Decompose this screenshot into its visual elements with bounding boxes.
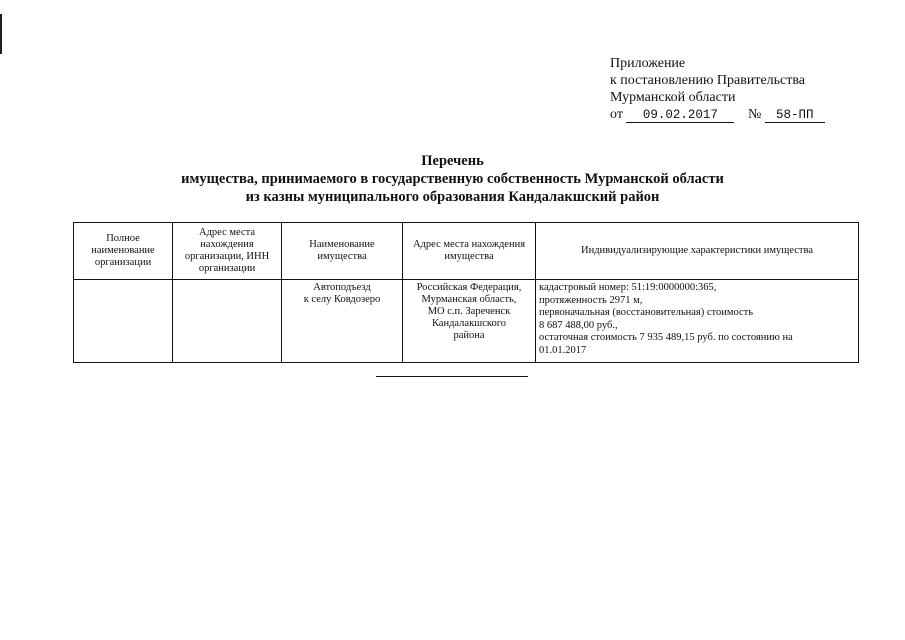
scan-edge-mark	[0, 14, 2, 54]
property-address-line: Кандалакшского	[431, 318, 507, 329]
cell-property-name	[282, 280, 403, 363]
table-header-row	[74, 223, 859, 280]
header-characteristics: Индивидуализирующие характеристики имущества	[536, 223, 859, 280]
document-title: Перечень	[421, 153, 484, 169]
characteristic-line: первоначальная (восстановительная) стоимость	[539, 307, 754, 319]
property-address-line: Мурманская область,	[421, 294, 517, 305]
property-table	[73, 222, 859, 363]
cell-characteristics	[536, 280, 859, 363]
characteristic-line: кадастровый номер: 51:19:0000000:365,	[539, 282, 717, 293]
table-row	[74, 280, 859, 363]
property-address-line: Российская Федерация,	[416, 282, 522, 293]
cell-org-address	[173, 280, 282, 363]
appendix-line-1: Приложение	[610, 56, 686, 71]
property-address-line: МО с.п. Зареченск	[427, 306, 511, 317]
appendix-date-row	[610, 106, 825, 123]
date-prefix: от	[610, 107, 623, 122]
decree-date: 09.02.2017	[626, 108, 734, 123]
header-property-name: Наименование имущества	[282, 223, 403, 280]
document-subtitle-2: из казны муниципального образования Кандалакшский район	[245, 189, 660, 205]
property-name-line: к селу Ковдозеро	[303, 294, 381, 305]
property-name-line: Автоподъезд	[313, 282, 371, 293]
characteristic-line: 8 687 488,00 руб.,	[539, 319, 618, 331]
property-address-line: района	[453, 330, 485, 341]
document-subtitle-1: имущества, принимаемого в государственную собственность Мурманской области	[181, 171, 724, 187]
cell-org-name	[74, 280, 173, 363]
appendix-header	[610, 55, 825, 123]
characteristic-line: протяженность 2971 м,	[539, 294, 643, 306]
closing-divider	[376, 376, 528, 377]
cell-property-address	[403, 280, 536, 363]
appendix-line-3: Мурманской области	[610, 90, 736, 105]
characteristic-line: остаточная стоимость 7 935 489,15 руб. по состоянию на	[539, 332, 793, 344]
header-org-name: Полное наименование организации	[74, 223, 173, 280]
number-prefix: №	[747, 107, 762, 122]
characteristic-line: 01.01.2017	[539, 344, 587, 356]
decree-number: 58-ПП	[765, 108, 825, 123]
header-property-address: Адрес места нахождения имущества	[403, 223, 536, 280]
header-org-address: Адрес места нахождения организации, ИНН организации	[173, 223, 282, 280]
appendix-line-2: к постановлению Правительства	[610, 73, 806, 88]
